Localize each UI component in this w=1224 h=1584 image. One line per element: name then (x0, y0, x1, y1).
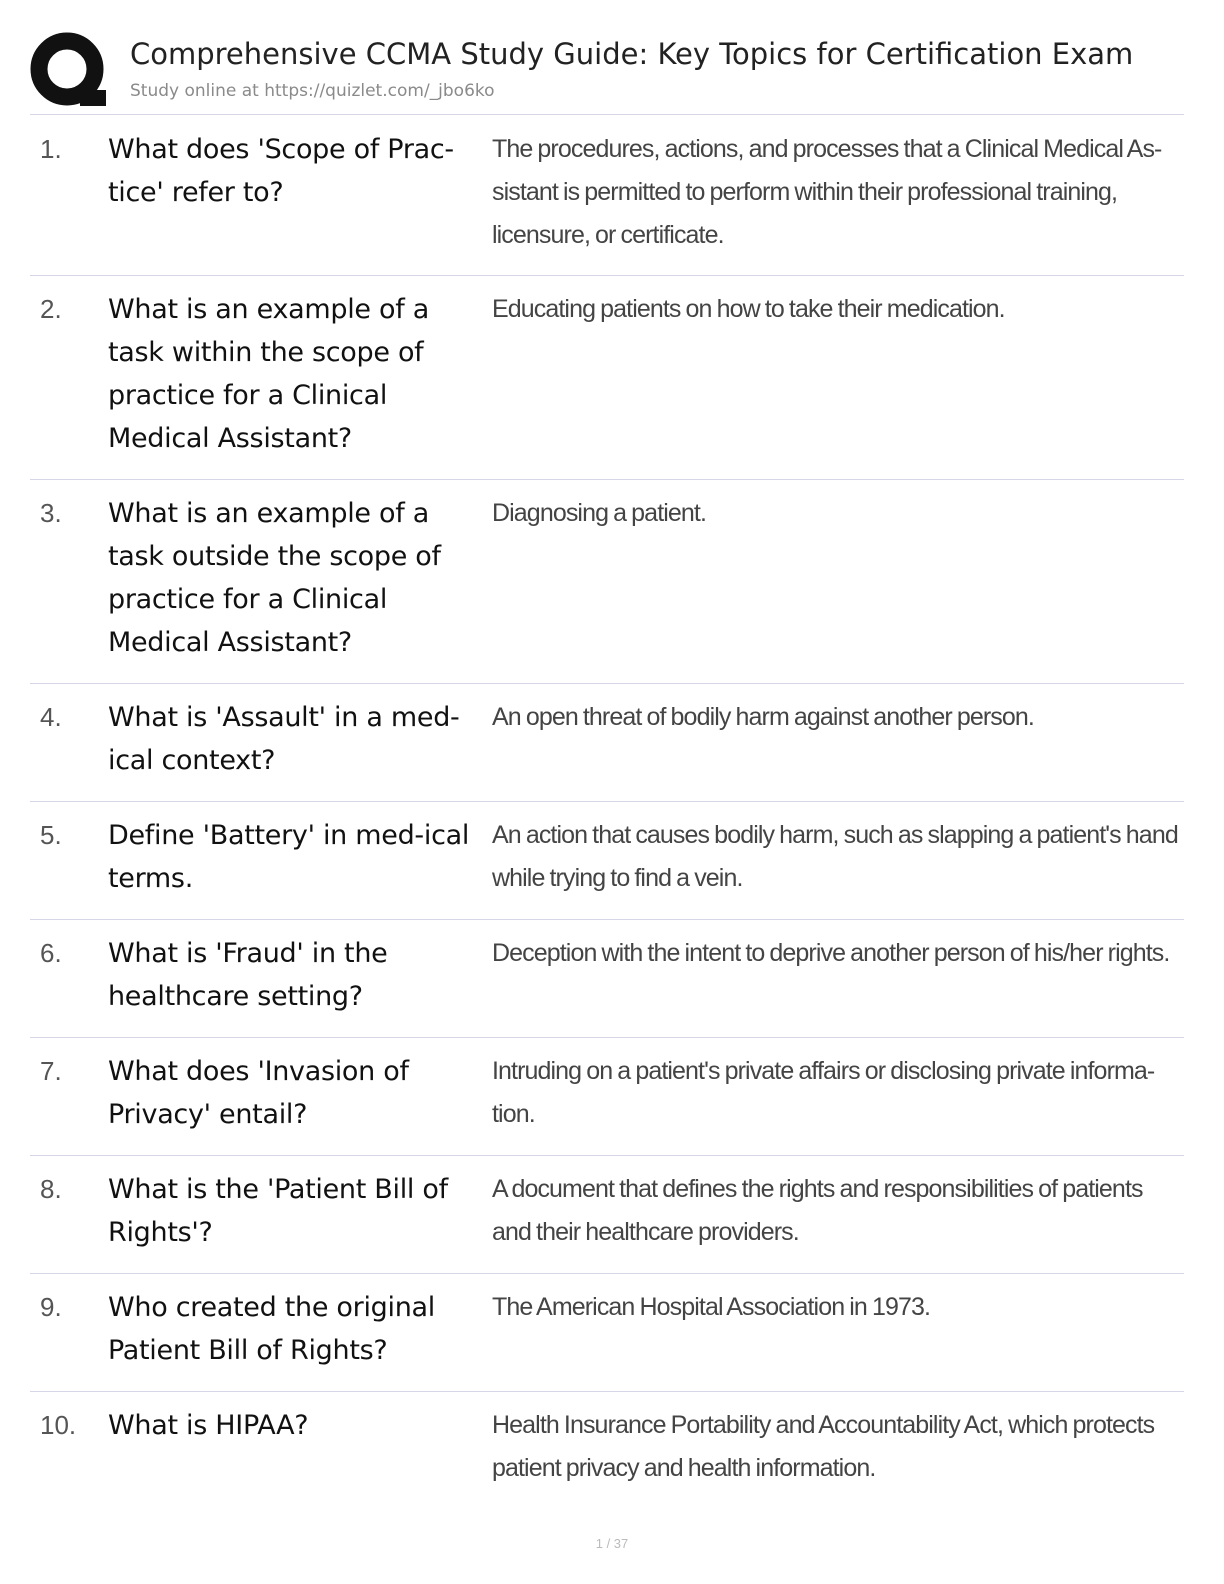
quizlet-q-logo-icon (30, 32, 108, 110)
flashcard-row (30, 480, 1184, 684)
card-number: 9. (40, 1292, 62, 1322)
flashcard-row (30, 920, 1184, 1038)
flashcard-list (30, 116, 1184, 1512)
card-term: What does 'Invasion of Privacy' entail? (108, 1056, 409, 1130)
card-definition: Diagnosing a patient. (492, 499, 706, 527)
flashcard-row (30, 802, 1184, 920)
flashcard-row (30, 1392, 1184, 1512)
card-number: 2. (40, 294, 62, 324)
card-definition: An action that causes bodily harm, such as slapping a patient's hand while trying to find a vein. (492, 821, 1178, 892)
card-definition: The procedures, actions, and processes that a Clinical Medical As-sistant is permitted to perform within their professional training, licensure, or certificate. (492, 135, 1162, 249)
card-definition: A document that defines the rights and responsibilities of patients and their healthcare providers. (492, 1175, 1143, 1246)
card-definition: Health Insurance Portability and Accountability Act, which protects patient privacy and health information. (492, 1411, 1155, 1482)
card-term: What is 'Fraud' in the healthcare setting? (108, 938, 388, 1012)
flashcard-row (30, 684, 1184, 802)
card-number: 6. (40, 938, 62, 968)
card-number: 8. (40, 1174, 62, 1204)
flashcard-row (30, 1038, 1184, 1156)
page-title: Comprehensive CCMA Study Guide: Key Topics for Certification Exam (130, 37, 1134, 71)
card-term: Define 'Battery' in med-ical terms. (108, 820, 470, 894)
flashcard-row (30, 1274, 1184, 1392)
card-definition: Deception with the intent to deprive another person of his/her rights. (492, 939, 1170, 967)
card-definition: The American Hospital Association in 1973. (492, 1293, 931, 1321)
card-term: What is 'Assault' in a med-ical context? (108, 702, 460, 776)
card-number: 1. (40, 134, 62, 164)
card-number: 7. (40, 1056, 62, 1086)
card-number: 10. (40, 1410, 77, 1440)
card-definition: An open threat of bodily harm against another person. (492, 703, 1034, 731)
card-term: Who created the original Patient Bill of Rights? (108, 1292, 435, 1366)
flashcard-row (30, 1156, 1184, 1274)
card-definition: Educating patients on how to take their medication. (492, 295, 1005, 323)
card-term: What is HIPAA? (108, 1410, 309, 1441)
card-term: What is an example of a task outside the scope of practice for a Clinical Medical Assistant? (108, 498, 441, 658)
card-term: What does 'Scope of Prac-tice' refer to? (108, 134, 454, 208)
page-number: 1 / 37 (595, 1536, 629, 1551)
card-definition: Intruding on a patient's private affairs or disclosing private informa-tion. (492, 1057, 1155, 1128)
card-term: What is the 'Patient Bill of Rights'? (108, 1174, 448, 1248)
flashcard-row (30, 276, 1184, 480)
card-number: 5. (40, 820, 62, 850)
flashcard-row (30, 116, 1184, 276)
study-online-link-text: Study online at https://quizlet.com/_jbo6ko (130, 81, 495, 101)
card-number: 4. (40, 702, 62, 732)
header-divider (30, 114, 1184, 115)
card-term: What is an example of a task within the scope of practice for a Clinical Medical Assistant? (108, 294, 429, 454)
card-number: 3. (40, 498, 62, 528)
page-header (30, 28, 1184, 114)
